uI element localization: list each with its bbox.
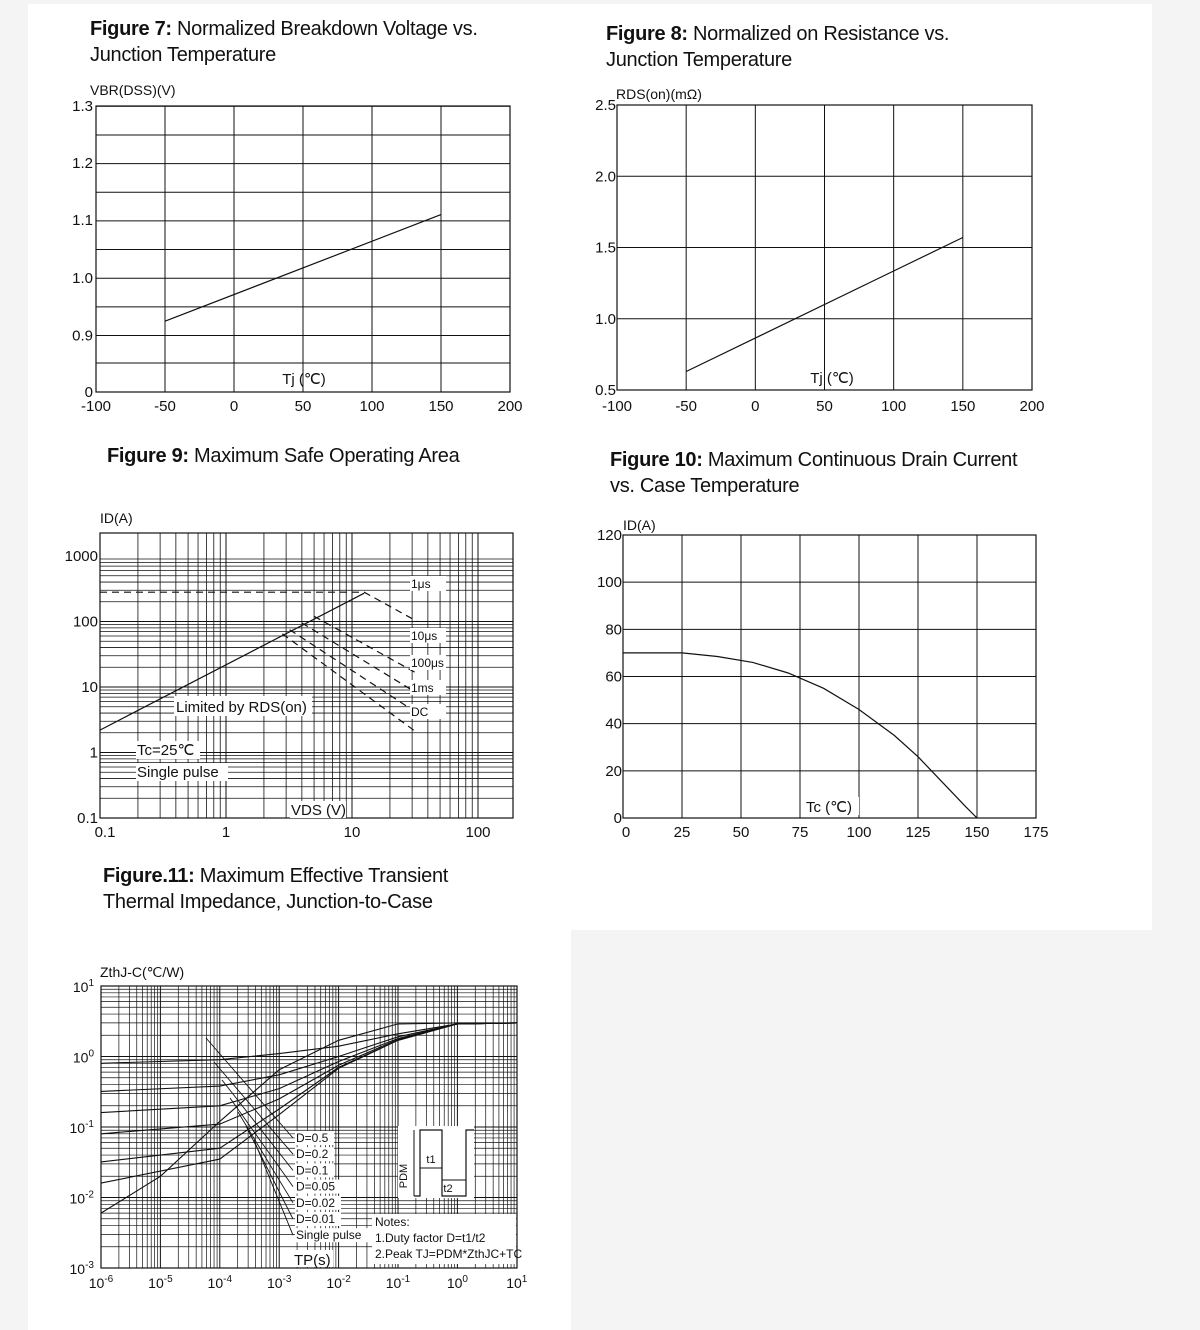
fig9-x-tick: 1	[221, 824, 231, 841]
fig11-note-line: 2.Peak TJ=PDM*ZthJC+TC	[375, 1247, 523, 1261]
fig8-x-tick: -100	[601, 398, 633, 415]
fig11-y-label: ZthJ-C(℃/W)	[100, 964, 185, 980]
figure-7-number: Figure 7:	[90, 18, 172, 40]
fig11-legend-item: D=0.01	[296, 1212, 336, 1226]
fig7-x-tick: 200	[497, 398, 523, 415]
fig11-x-tick: $10^{-6}$	[88, 1274, 114, 1291]
fig7-x-tick: -50	[154, 398, 176, 415]
fig11-y-tick: $10^{-2}$	[69, 1189, 94, 1207]
fig8-y-tick: 2.5	[595, 97, 616, 114]
figure-11-title-line2: Thermal Impedance, Junction-to-Case	[103, 891, 433, 913]
fig11-inset-pdm: PDM	[398, 1163, 410, 1189]
fig9-x-label: VDS (V)	[291, 802, 347, 819]
fig10-x-tick: 50	[732, 824, 750, 841]
fig9-x-tick: 100	[465, 824, 491, 841]
fig8-x-label: Tj (℃)	[810, 370, 854, 387]
figure-8-number: Figure 8:	[606, 23, 688, 45]
fig11-inset-t1: t1	[426, 1154, 436, 1166]
fig8-x-tick: 0	[751, 398, 760, 415]
fig7-y-tick: 1.3	[72, 98, 93, 115]
fig8-x-tick: 150	[950, 398, 976, 415]
fig8-x-tick: 100	[881, 398, 907, 415]
fig8-y-label: RDS(on)(mΩ)	[616, 86, 702, 102]
fig10-x-tick: 25	[673, 824, 691, 841]
fig11-legend-item: D=0.05	[296, 1179, 336, 1194]
fig10-y-tick: 20	[605, 762, 622, 780]
fig9-y-tick: 0.1	[77, 810, 98, 827]
fig7-x-tick: 0	[229, 398, 239, 415]
fig11-x-tick: $10^{-5}$	[148, 1274, 173, 1291]
figure-9-number: Figure 9:	[107, 445, 189, 467]
fig7-y-tick: 1.2	[72, 155, 93, 172]
fig11-x-tick: $10^{-3}$	[266, 1274, 292, 1291]
fig11-y-tick: $10^{-3}$	[69, 1260, 94, 1277]
fig11-x-tick: $10^1$	[506, 1274, 528, 1291]
fig10-y-tick: 80	[605, 621, 622, 639]
fig8-x-tick: -50	[675, 398, 698, 415]
fig7-x-tick: 50	[294, 398, 312, 415]
fig7-x-tick: 150	[428, 398, 454, 415]
fig7-x-tick: -100	[80, 398, 112, 415]
fig7-x-label: Tj (℃)	[282, 371, 326, 388]
fig10-y-tick: 0	[613, 810, 622, 827]
fig11-y-tick: $10^1$	[72, 978, 94, 995]
fig7-y-label: VBR(DSS)(V)	[90, 82, 176, 98]
fig10-y-tick: 120	[596, 527, 622, 544]
figure-11-title-line1: Maximum Effective Transient	[199, 865, 449, 887]
fig10-x-label: Tc (℃)	[806, 799, 853, 816]
fig7-x-tick: 100	[359, 398, 385, 415]
fig9-annotation-rds: Limited by RDS(on)	[176, 699, 307, 716]
fig11-legend-item: D=0.2	[296, 1147, 329, 1162]
fig8-y-tick: 2.0	[595, 168, 616, 186]
fig11-note-line: Notes:	[375, 1215, 410, 1229]
figure-8-title-line1: Normalized on Resistance vs.	[693, 23, 950, 45]
fig10-x-tick: 0	[621, 824, 631, 841]
figure-7-title-line1: Normalized Breakdown Voltage vs.	[177, 18, 478, 40]
figure-7-title-line2: Junction Temperature	[90, 44, 276, 66]
fig9-pulse-label: 100μs	[411, 656, 444, 670]
fig11-x-label: TP(s)	[294, 1252, 331, 1269]
figure-11-number: Figure.11:	[103, 865, 195, 887]
fig9-y-tick: 10	[81, 679, 98, 696]
fig11-inset-t2: t2	[443, 1183, 453, 1195]
figure-10-title-line2: vs. Case Temperature	[610, 475, 800, 497]
fig9-series-pulse	[302, 623, 417, 693]
fig11-y-tick: $10^{-1}$	[69, 1119, 94, 1136]
fig8-x-tick: 50	[816, 398, 833, 415]
fig10-y-tick: 40	[605, 715, 622, 733]
fig9-series-pulse	[282, 634, 417, 733]
fig8-y-tick: 0.5	[595, 382, 616, 399]
fig7-y-tick: 1.0	[72, 270, 93, 287]
fig10-x-tick: 175	[1023, 824, 1049, 841]
figure-10-number: Figure 10:	[610, 449, 703, 471]
fig11-legend-item: Single pulse	[296, 1228, 362, 1243]
figure-8-title-line2: Junction Temperature	[606, 49, 792, 71]
fig7-y-tick: 0.9	[72, 327, 93, 345]
fig10-x-tick: 100	[846, 824, 872, 841]
fig9-x-tick: 10	[343, 824, 361, 841]
fig11-x-tick: $10^{-2}$	[326, 1274, 351, 1291]
fig10-x-tick: 125	[905, 824, 931, 841]
fig9-y-label: ID(A)	[100, 510, 133, 526]
fig9-y-tick: 1	[89, 744, 98, 762]
fig9-pulse-label: 10μs	[411, 629, 438, 643]
fig8-y-tick: 1.0	[595, 310, 616, 328]
fig9-series-pulse	[100, 592, 417, 621]
figure-10-title-line1: Maximum Continuous Drain Current	[707, 449, 1018, 471]
fig9-x-tick: 0.1	[94, 824, 116, 841]
fig9-y-tick: 1000	[64, 548, 98, 565]
fig10-x-tick: 75	[791, 824, 809, 841]
fig11-note-line: 1.Duty factor D=t1/t2	[375, 1231, 486, 1245]
fig9-pulse-label: 1μs	[411, 577, 431, 591]
fig9-y-tick: 100	[72, 613, 98, 631]
fig9-pulse-label: DC	[411, 705, 429, 719]
fig11-legend-leader	[238, 1112, 293, 1203]
fig8-y-tick: 1.5	[595, 239, 616, 257]
fig7-y-tick: 1.1	[72, 212, 93, 229]
fig11-x-tick: $10^0$	[446, 1274, 468, 1291]
fig7-y-tick: 0	[84, 384, 93, 401]
figure-9-title-line1: Maximum Safe Operating Area	[194, 445, 460, 467]
fig11-legend-item: D=0.5	[296, 1131, 329, 1145]
fig11-legend-item: D=0.02	[296, 1195, 336, 1210]
fig11-x-tick: $10^{-4}$	[207, 1274, 233, 1291]
fig11-x-tick: $10^{-1}$	[385, 1274, 411, 1291]
fig9-annotation-pulse: Single pulse	[137, 764, 219, 781]
fig11-y-tick: $10^0$	[72, 1048, 94, 1066]
fig10-x-tick: 150	[964, 824, 990, 841]
fig11-legend-item: D=0.1	[296, 1163, 329, 1178]
fig10-y-label: ID(A)	[623, 517, 656, 533]
fig9-pulse-label: 1ms	[411, 681, 434, 695]
fig9-annotation-tc: Tc=25℃	[137, 742, 195, 759]
fig8-x-tick: 200	[1019, 398, 1045, 415]
fig10-y-tick: 100	[596, 574, 622, 592]
fig10-y-tick: 60	[605, 668, 622, 686]
